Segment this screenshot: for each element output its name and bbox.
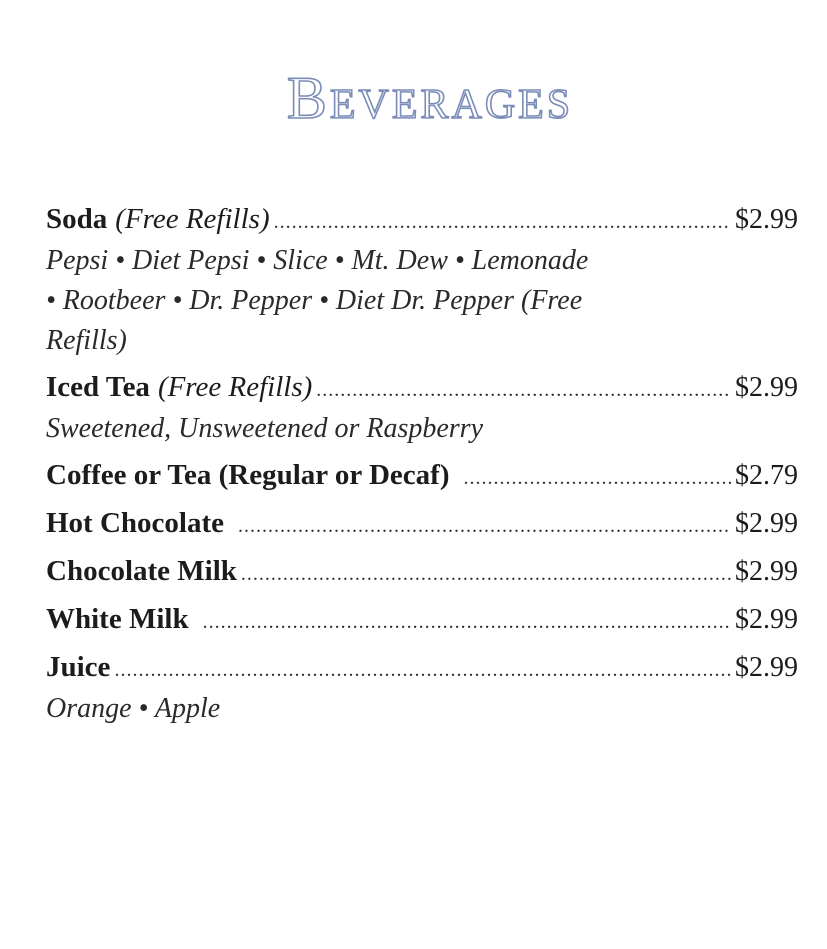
dot-leader <box>241 552 731 596</box>
item-description: Orange • Apple <box>46 693 221 724</box>
menu-item-chocolate-milk <box>46 549 798 593</box>
item-name: Hot Chocolate <box>46 507 224 539</box>
dot-leader <box>238 504 731 548</box>
item-name: Coffee or Tea (Regular or Decaf) <box>46 459 450 491</box>
item-name: Soda <box>46 203 108 235</box>
dot-leader <box>316 368 731 412</box>
menu-item-iced-tea <box>46 365 798 409</box>
item-price: $2.99 <box>735 556 798 587</box>
item-name: Iced Tea <box>46 371 150 403</box>
menu-item-coffee-or-tea <box>46 453 798 497</box>
item-name: Chocolate Milk <box>46 555 237 587</box>
dot-leader <box>274 200 731 244</box>
item-description: Pepsi • Diet Pepsi • Slice • Mt. Dew • Lemonade • Rootbeer • Dr. Pepper • Diet Dr. Pepper (Free Refills) <box>46 245 589 356</box>
menu-item-soda <box>46 197 798 241</box>
item-price: $2.99 <box>735 372 798 403</box>
item-price: $2.99 <box>735 508 798 539</box>
item-note: (Free Refills) <box>157 371 313 403</box>
menu-item-juice <box>46 645 798 689</box>
item-note: (Free Refills) <box>115 203 270 235</box>
menu-item-hot-chocolate <box>46 501 798 545</box>
item-price: $2.99 <box>735 204 798 235</box>
item-price: $2.79 <box>735 460 798 491</box>
beverage-menu <box>46 197 798 729</box>
dot-leader <box>463 456 731 500</box>
item-price: $2.99 <box>735 604 798 635</box>
item-price: $2.99 <box>735 652 798 683</box>
dot-leader <box>203 600 731 644</box>
item-description: Sweetened, Unsweetened or Raspberry <box>46 413 483 444</box>
page-title: Beverages <box>286 65 574 131</box>
menu-item-white-milk <box>46 597 798 641</box>
item-name: White Milk <box>46 603 189 635</box>
dot-leader <box>114 648 731 692</box>
item-name: Juice <box>46 651 111 683</box>
